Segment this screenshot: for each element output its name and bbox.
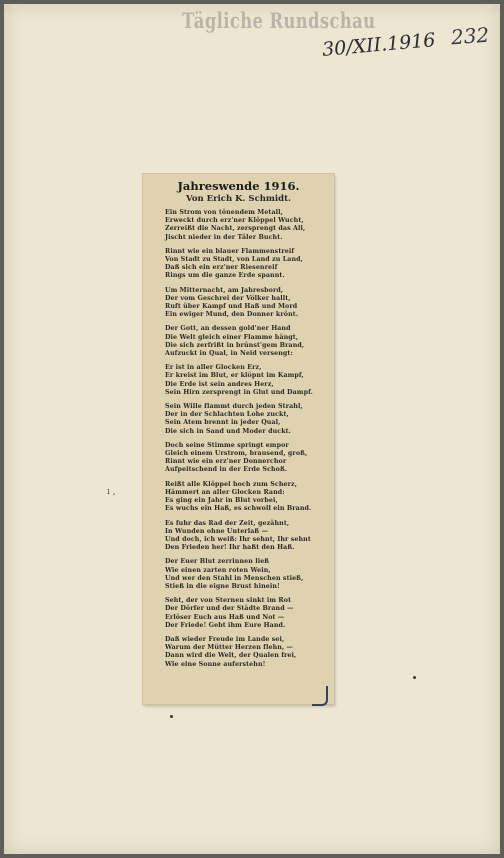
poem-line: Erlöser Euch aus Haß und Not — [165, 613, 285, 621]
poem-body [143, 209, 334, 669]
newspaper-stamp: Tägliche Rundschau [182, 8, 376, 33]
poem-line: Es wuchs ein Haß, es schwoll ein Brand. [165, 505, 312, 513]
poem-line: Der in der Schlachten Lohe zuckt, [165, 411, 289, 419]
poem-stanza [143, 636, 334, 669]
poem-line: Dann wird die Welt, der Qualen frei, [165, 652, 297, 660]
poem-line: Warum der Mütter Herzen flehn, — [165, 644, 293, 652]
poem-line: Der Dörfer und der Städte Brand — [165, 605, 294, 613]
poem-line: Zerreißt die Nacht, zersprengt das All, [165, 225, 306, 233]
poem-line: Ein ewiger Mund, den Donner krönt. [165, 311, 299, 319]
poem-line: Sein Wille flammt durch jeden Strahl, [165, 403, 303, 411]
poem-line: Hämmert an aller Glocken Rand: [165, 488, 285, 496]
poem-stanza [143, 287, 334, 320]
poem-line: Erweckt durch erz'ner Klöppel Wucht, [165, 217, 304, 225]
poem-line: Rings um die ganze Erde spannt. [165, 272, 285, 280]
poem-line: Von Stadt zu Stadt, von Land zu Land, [165, 256, 303, 264]
poem-line: Es fuhr das Rad der Zeit, gezähnt, [165, 519, 290, 527]
poem-line: Sein Atem brennt in jeder Qual, [165, 419, 281, 427]
poem-line: Jischt nieder in der Täler Bucht. [165, 233, 283, 241]
poem-line: Es ging ein Jahr in Blut vorbei, [165, 497, 278, 505]
poem-line: Die Welt gleich einer Flamme hängt, [165, 333, 299, 341]
poem-line: Aufzuckt in Qual, in Neid versengt: [165, 350, 293, 358]
poem-line: Die sich in Sand und Moder duckt. [165, 427, 291, 435]
poem-line: Gleich einem Urstrom, brausend, groß, [165, 450, 308, 458]
poem-line: Ein Strom von tönendem Metall, [165, 209, 283, 216]
poem-stanza [143, 597, 334, 630]
poem-line: Stieß in die eigne Brust hinein! [165, 582, 280, 590]
poem-stanza [143, 248, 334, 281]
poem-stanza [143, 520, 334, 553]
poem-line: Wie einen zarten roten Wein, [165, 566, 271, 574]
poem-line: Aufpeitschend in der Erde Schoß. [165, 466, 288, 474]
poem-line: Der vom Geschrei der Völker hallt, [165, 294, 291, 302]
poem-line: Wie eine Sonne auferstehn! [165, 660, 266, 668]
poem-line: Der Gott, an dessen gold'ner Hand [165, 325, 291, 333]
poem-line: Die Erde ist sein andres Herz, [165, 380, 274, 388]
poem-stanza [143, 558, 334, 591]
poem-title: Jahreswende 1916. [177, 179, 300, 193]
poem-line: Ruft über Kampf und Haß und Mord [165, 303, 298, 311]
poem-line: Die sich zerfrißt in brünst'gem Brand, [165, 341, 305, 349]
poem-line: Er kreist im Blut, er klöpnt im Kampf, [165, 372, 304, 380]
poem-stanza [143, 325, 334, 358]
poem-line: Reißt alle Klöppel hoch zum Scherz, [165, 480, 297, 488]
pencil-mark [312, 686, 328, 706]
poem-line: Der Friede! Gebt ihm Eure Hand. [165, 621, 286, 629]
newspaper-clipping [143, 174, 334, 704]
poem-line: Den Frieden her! Ihr haßt den Haß. [165, 544, 295, 552]
poem-stanza [143, 364, 334, 397]
poem-stanza [143, 442, 334, 475]
poem-line: Der Euer Blut zerrinnen ließ [165, 558, 270, 566]
poem-stanza [143, 481, 334, 514]
poem-line: Daß wieder Freude im Lande sei, [165, 635, 285, 643]
poem-line: In Wunden ohne Unterlaß — [165, 527, 268, 535]
poem-author: Von Erich K. Schmidt. [186, 194, 291, 204]
poem-line: Seht, der von Sternen sinkt im Rot [165, 597, 292, 605]
poem-line: Sein Hirn zersprengt in Glut und Dampf. [165, 388, 313, 396]
dot-mark [413, 676, 416, 679]
poem-stanza [143, 209, 334, 242]
poem-line: Daß sich ein erz'ner Riesenreif [165, 264, 278, 272]
poem-line: Und doch, ich weiß: Ihr sehnt, Ihr sehnt [165, 535, 311, 543]
margin-tick: ı , [107, 487, 116, 497]
poem-line: Um Mitternacht, am Jahresbord, [165, 286, 284, 294]
poem-line: Doch seine Stimme springt empor [165, 441, 289, 449]
poem-line: Und wer den Stahl in Menschen stieß, [165, 574, 304, 582]
poem-line: Rinnt wie ein erz'ner Donnerchor [165, 458, 287, 466]
handwritten-date: 30/XII.1916 [321, 29, 437, 61]
poem-stanza [143, 403, 334, 436]
dot-mark [170, 715, 173, 718]
poem-line: Er ist in aller Glocken Erz, [165, 364, 262, 372]
folio-number: 232 [450, 22, 490, 50]
poem-line: Rinnt wie ein blauer Flammenstreif [165, 247, 295, 255]
